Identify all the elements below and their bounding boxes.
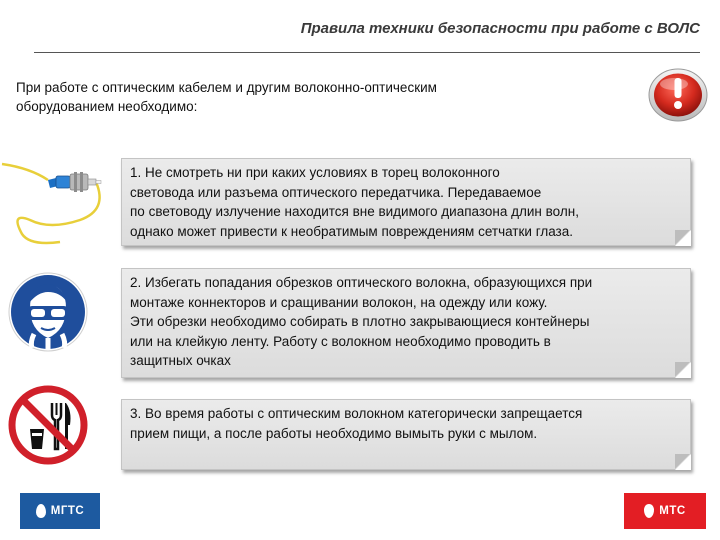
intro-line: При работе с оптическим кабелем и другим волоконно-оптическим [16,80,437,95]
no-eating-drinking-sign [8,385,88,465]
rule-box-1 [121,158,691,246]
rule-line: монтаже коннекторов и сращивании волокон, на одежду или кожу. [130,294,548,310]
mts-logo [624,493,706,529]
rule-box-2 [121,268,691,378]
intro-line: оборудованием необходимо: [16,99,198,114]
rule-line: прием пищи, а после работы необходимо вымыть руки с мылом. [130,425,538,441]
fiber-optic-connector-image [0,150,110,250]
exclamation-warning-icon [648,68,708,122]
rule-line: 3. Во время работы с оптическим волокном категорически запрещается [130,406,583,421]
rule-line: 2. Избегать попадания обрезков оптического волокна, образующихся при [130,275,593,290]
mgts-logo [20,493,100,529]
egg-icon [36,504,46,518]
rule-line: по световоду излучение находится вне видимого диапазона длин волн, [130,204,579,219]
title-divider [34,52,700,53]
egg-icon [644,504,654,518]
rule-line: Эти обрезки необходимо собирать в плотно закрывающиеся контейнеры [130,314,590,329]
rule-line: световода или разъема оптического передатчика. Передаваемое [130,184,542,200]
page-curl-cut [675,362,691,378]
rule-line: однако может привести к необратимым повреждениям сетчатки глаза. [130,223,574,239]
mgts-logo-text: МГТС [50,505,85,517]
page-curl-cut [675,454,691,470]
rule-line: защитных очках [130,353,231,368]
wear-safety-goggles-sign [8,272,88,352]
page-curl-cut [675,230,691,246]
mts-logo-text: МТС [659,505,686,517]
page-title: Правила техники безопасности при работе с ВОЛС [300,20,700,37]
intro-text [16,78,576,116]
rule-line: или на клейкую ленту. Работу с волокном необходимо проводить в [130,333,551,349]
rule-line: 1. Не смотреть ни при каких условиях в торец волоконного [130,165,500,180]
rule-box-3 [121,399,691,470]
